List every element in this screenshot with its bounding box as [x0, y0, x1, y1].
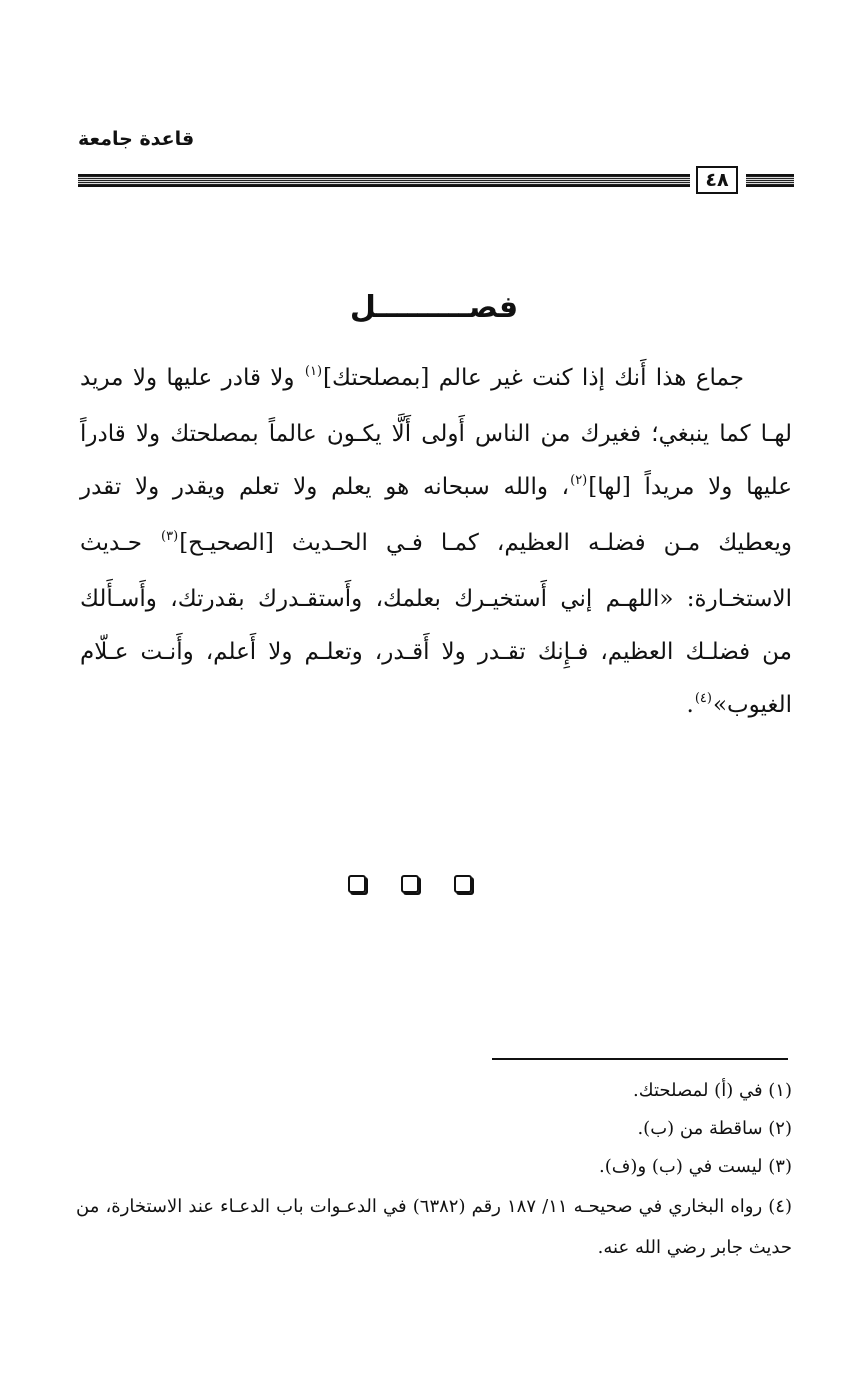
- body-text-segment: .: [686, 692, 694, 718]
- square-ornament-icon: [454, 875, 472, 893]
- body-paragraph: [80, 352, 792, 722]
- footnote-4: (٤) رواه البخاري في صحيحـه ١١/ ١٨٧ رقم (٦٣٨٢) في الدعـوات باب الدعـاء عند الاستخارة، من حديث جابر رضي الله عنه.: [76, 1196, 792, 1258]
- body-text-segment: حـديث الاستخـارة: «اللهـم إني أَستخيـرك بعلمك، وأَستقـدرك بقدرتك، وأَسـأَلك من فضلـك العظيم، فـإِنك تقـدر ولا أَقـدر، وتعلـم ولا أَعلم، وأَنـت عـلّام الغيوب»: [80, 530, 792, 718]
- footnotes: [76, 1072, 792, 1292]
- square-ornament-icon: [348, 875, 366, 893]
- chapter-title: فصـــــــــل: [349, 290, 519, 325]
- footnote-3: (٣) ليست في (ب) و(ف).: [599, 1156, 792, 1177]
- footnote-ref-3[interactable]: (٣): [161, 529, 179, 544]
- header-rule: [78, 166, 794, 194]
- section-end-ornament: [348, 872, 472, 896]
- running-title: قاعدة جامعة: [78, 128, 195, 150]
- page-number: ٤٨: [696, 166, 738, 194]
- footnote-2: (٢) ساقطة من (ب).: [637, 1118, 792, 1139]
- square-ornament-icon: [401, 875, 419, 893]
- footnote-divider: [492, 1058, 788, 1060]
- footnote-ref-4[interactable]: (٤): [694, 691, 712, 706]
- header-hatch-right: [746, 174, 794, 187]
- body-text-segment: ، والله سبحانه هو يعلم ولا تعلم ويقدر ولا تقدر ويعطيك مـن فضلـه العظيم، كمـا فـي الحـديث [الصحيـح]: [80, 474, 792, 556]
- body-text-segment: ولا قادر عليها ولا مريد لهـا كما ينبغي؛ فغيرك من الناس أَولى أَلَّا يكـون عالماً بمصلحتك ولا قادراً عليها ولا مريداً [لها]: [80, 365, 792, 500]
- footnote-1: (١) في (أ) لمصلحتك.: [633, 1080, 792, 1101]
- footnote-ref-1[interactable]: (١): [304, 364, 323, 379]
- body-text-segment: جماع هذا أَنك إذا كنت غير عالم [بمصلحتك]: [323, 365, 744, 391]
- header-hatch-left: [78, 174, 690, 187]
- footnote-ref-2[interactable]: (٢): [570, 473, 588, 488]
